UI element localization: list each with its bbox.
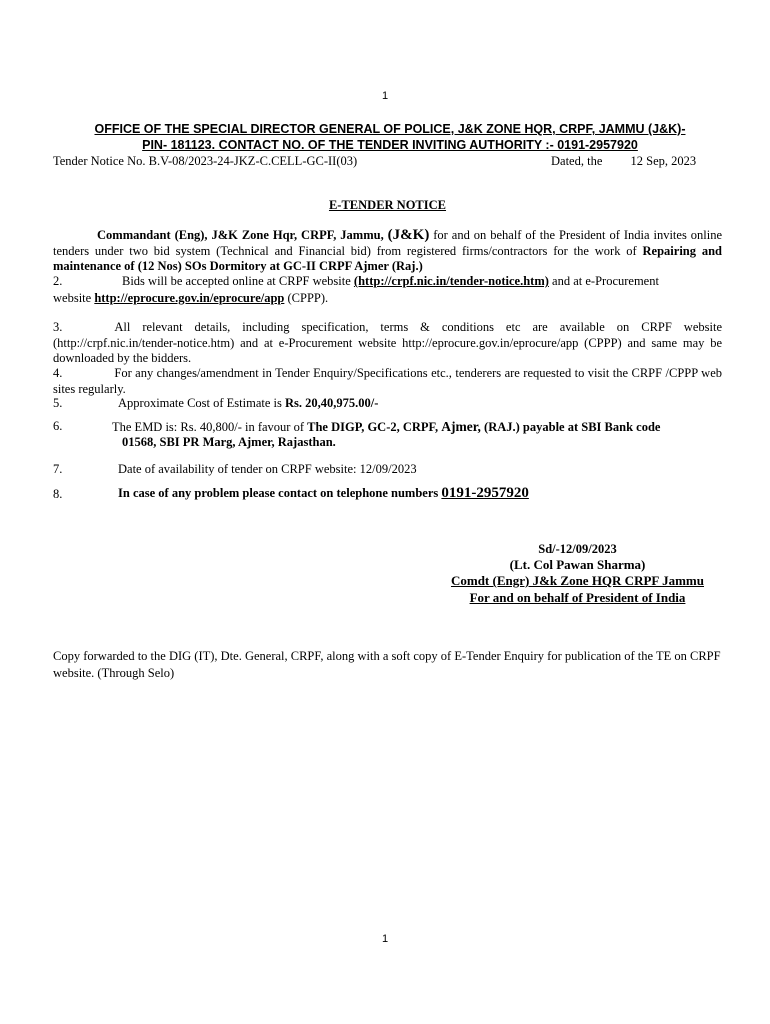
emd-ajmer: Ajmer, [441, 419, 481, 434]
item-5 [118, 396, 378, 411]
tender-reference [53, 154, 713, 169]
item-2-text: Bids will be accepted online at CRPF website [122, 274, 351, 288]
emd-payee-2: (RAJ.) payable at SBI Bank code [484, 420, 661, 434]
intro-text: for and on behalf of the President of India invites online tenders under two bid system (Technical and Financial bid) from registered firms/contractors for the work of [53, 228, 723, 258]
item-2-website-label: website [53, 291, 92, 305]
office-header-line-2: PIN- 181123. CONTACT NO. OF THE TENDER INVITING AUTHORITY :- 0191-2957920 [142, 138, 638, 152]
item-5-text: Approximate Cost of Estimate is [118, 396, 282, 410]
signature-date: Sd/-12/09/2023 [538, 542, 617, 556]
notice-title: E-TENDER NOTICE [328, 198, 447, 212]
jk-label: (J&K) [387, 227, 430, 243]
copy-forwarded-note: Copy forwarded to the DIG (IT), Dte. General, CRPF, along with a soft copy of E-Tender Enquiry for publication of the TE on CRPF website. (Through Selo) [53, 649, 721, 680]
intro-paragraph [53, 228, 722, 275]
item-2-line-1 [122, 274, 659, 289]
page-number-top: 1 [381, 90, 389, 102]
eprocure-link[interactable]: http://eprocure.gov.in/eprocure/app [94, 291, 285, 305]
date-value: 12 Sep, 2023 [630, 154, 697, 168]
signatory-designation: Comdt (Engr) J&k Zone HQR CRPF Jammu [450, 573, 704, 588]
item-5-number: 5. [53, 396, 63, 410]
item-6-number: 6. [53, 419, 63, 433]
item-2-number: 2. [53, 274, 63, 288]
item-6-text: The EMD is: Rs. 40,800/- in favour of [112, 420, 304, 434]
signatory-behalf: For and on behalf of President of India [469, 590, 686, 605]
item-4-text: For any changes/amendment in Tender Enquiry/Specifications etc., tenderers are requested to visit the CRPF /CPPP web sites regularly. [53, 366, 722, 396]
item-7-text: Date of availability of tender on CRPF website: 12/09/2023 [118, 462, 417, 476]
item-3 [53, 320, 722, 367]
item-6-line-2: 01568, SBI PR Marg, Ajmer, Rajasthan. [122, 435, 336, 449]
page-number-bottom: 1 [381, 933, 389, 945]
tender-date [551, 154, 696, 169]
item-2-mid: and at e-Procurement [552, 274, 659, 288]
item-8-number: 8. [53, 487, 63, 501]
item-4 [53, 366, 722, 397]
item-3-text: All relevant details, including specification, terms & conditions etc are available on CRPF website (http://crpf.nic.in/tender-notice.htm) and at e-Procurement website http://eprocure.gov.in/eprocure/app (CPPP) and same may be downloaded by the bidders. [53, 320, 722, 365]
signatory-name: (Lt. Col Pawan Sharma) [509, 557, 646, 572]
tender-number: Tender Notice No. B.V-08/2023-24-JKZ-C.CELL-GC-II(03) [53, 154, 358, 168]
item-4-number: 4. [53, 366, 63, 380]
item-7-number: 7. [53, 462, 63, 476]
item-2-tail: (CPPP). [287, 291, 329, 305]
contact-phone: 0191-2957920 [441, 485, 529, 501]
item-3-number: 3. [53, 320, 63, 334]
office-header-line-1: OFFICE OF THE SPECIAL DIRECTOR GENERAL OF POLICE, J&K ZONE HQR, CRPF, JAMMU (J&K)- [94, 122, 686, 136]
work-description: Repairing and maintenance of (12 Nos) SOs Dormitory at GC-II CRPF Ajmer (Raj.) [53, 243, 722, 273]
emd-payee: The DIGP, GC-2, CRPF, [307, 420, 439, 434]
issuing-authority: Commandant (Eng), J&K Zone Hqr, CRPF, Jammu, [97, 228, 384, 242]
item-2-line-2 [53, 291, 328, 306]
estimate-cost: Rs. 20,40,975.00/- [285, 396, 379, 410]
item-8-text: In case of any problem please contact on telephone numbers [118, 486, 439, 500]
item-6-line-1 [112, 419, 660, 435]
item-8 [118, 485, 529, 502]
dated-label: Dated, the [551, 154, 603, 168]
crpf-tender-link[interactable]: (http://crpf.nic.in/tender-notice.htm) [353, 274, 549, 288]
